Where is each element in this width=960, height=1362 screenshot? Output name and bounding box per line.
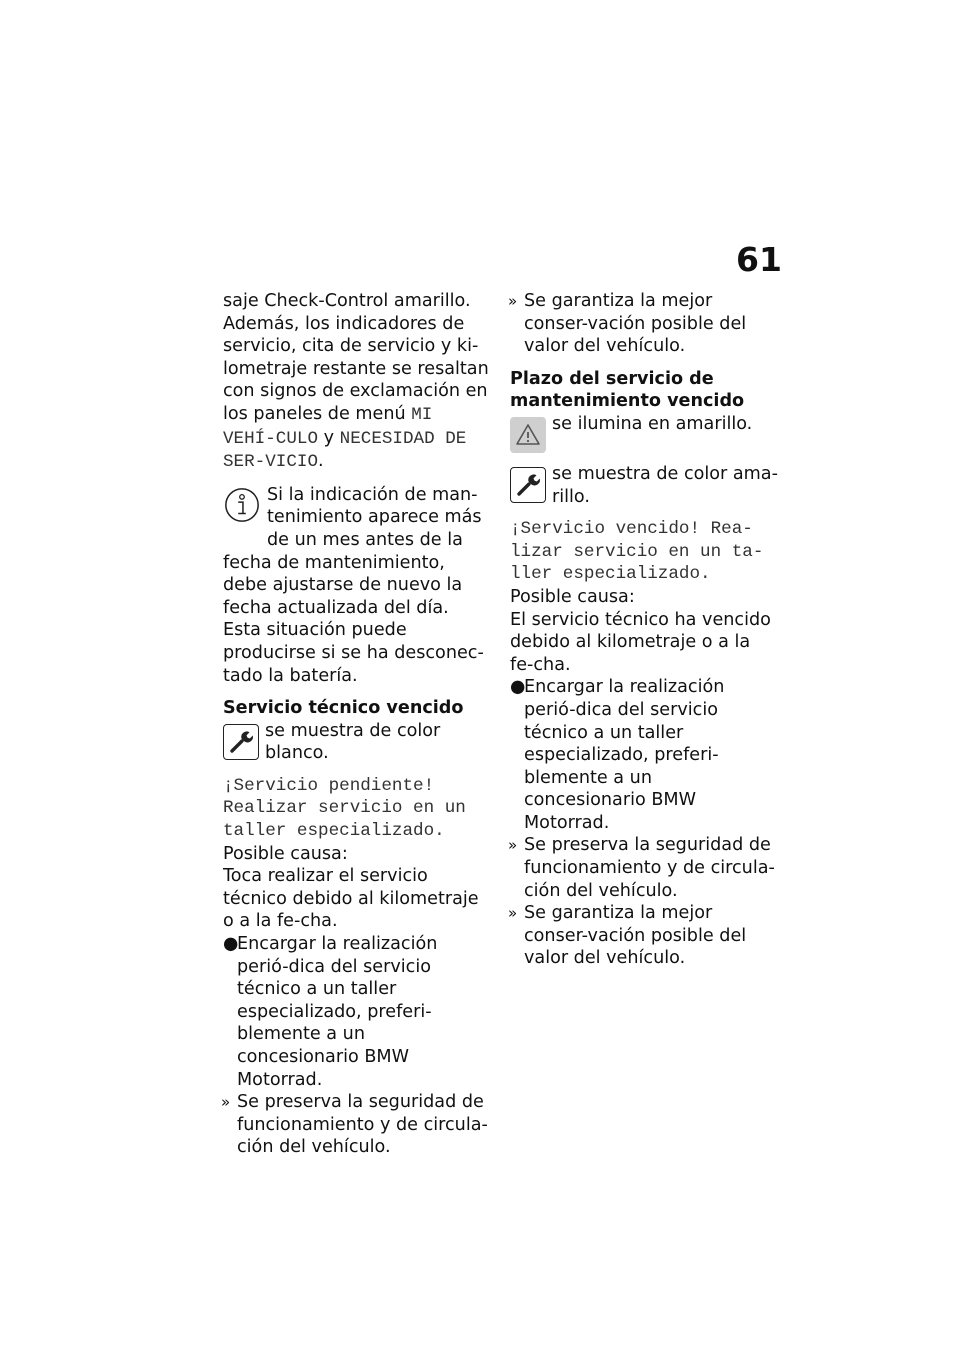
wrench-white-row (223, 720, 491, 765)
wrench-yellow-text: se muestra de color ama-rillo. (552, 463, 778, 507)
wrench-icon (510, 467, 546, 503)
warning-triangle-icon (510, 417, 546, 453)
display-message: ¡Servicio vencido! Rea-lizar servicio en un ta-ller especializado. (510, 519, 764, 585)
warning-text: se ilumina en amarillo. (552, 413, 753, 434)
result-glyph: » (221, 1093, 231, 1112)
result-glyph: » (508, 836, 518, 855)
section-heading-maintenance-overdue: Plazo del servicio de mantenimiento vencido (510, 368, 745, 412)
section-heading-service-due: Servicio técnico vencido (223, 698, 464, 719)
wrench-yellow-row (510, 463, 778, 508)
intro-paragraph (223, 290, 491, 474)
action-text: Encargar la realización perió-dica del servicio técnico a un taller especializado, preferi-blemente a un concesionario BMW Motorrad. (524, 677, 725, 833)
right-column (510, 290, 778, 970)
result-item (510, 834, 778, 902)
page-number: 61 (736, 240, 782, 279)
period: . (318, 451, 324, 472)
left-column (223, 290, 491, 1159)
result-item (223, 1091, 491, 1159)
info-icon (223, 486, 261, 531)
menu-my-vehicle: MI VEHÍ-CULO (223, 404, 433, 449)
bullet-glyph: ● (510, 677, 526, 698)
cause-text: El servicio técnico ha vencido debido al kilometraje o a la fe-cha. (510, 609, 771, 675)
action-bullet (223, 933, 491, 1091)
result-text: Se preserva la seguridad de funcionamiento y de circula-ción del vehículo. (237, 1092, 488, 1158)
warning-row (510, 413, 778, 453)
bullet-glyph: ● (223, 934, 239, 955)
info-note (223, 484, 491, 687)
cause-label: Posible causa: (510, 586, 635, 607)
result-glyph: » (508, 292, 518, 310)
result-glyph: » (508, 904, 518, 923)
intro-text: saje Check-Control amarillo. Además, los indicadores de servicio, cita de servicio y ki-lometraje restante se resaltan con signos de exclamación en los paneles de menú (223, 291, 489, 424)
menu-service-need: NECESIDAD DE SER-VICIO (223, 428, 467, 473)
display-message: ¡Servicio pendiente! Realizar servicio en un taller especializado. (223, 775, 466, 842)
wrench-icon (223, 724, 259, 760)
action-text: Encargar la realización perió-dica del servicio técnico a un taller especializado, preferi-blemente a un concesionario BMW Motorrad. (237, 934, 438, 1090)
result-text: Se garantiza la mejor conser-vación posible del valor del vehículo. (524, 291, 747, 357)
result-text: Se garantiza la mejor conser-vación posible del valor del vehículo. (524, 903, 747, 969)
result-text: Se preserva la seguridad de funcionamiento y de circula-ción del vehículo. (524, 835, 775, 901)
cause-text: Toca realizar el servicio técnico debido al kilometraje o a la fe-cha. (223, 866, 479, 932)
cause-label: Posible causa: (223, 843, 348, 864)
action-bullet (510, 676, 778, 834)
wrench-white-text: se muestra de color blanco. (265, 720, 441, 764)
result-item (510, 902, 778, 970)
conjunction: y (323, 427, 335, 448)
result-item (510, 290, 778, 358)
info-text: Si la indicación de man-tenimiento aparece más de un mes antes de la fecha de mantenimiento, debe ajustarse de nuevo la fecha actualizada del día. Esta situación puede producirse si se ha desconec-tado la batería. (223, 484, 484, 686)
